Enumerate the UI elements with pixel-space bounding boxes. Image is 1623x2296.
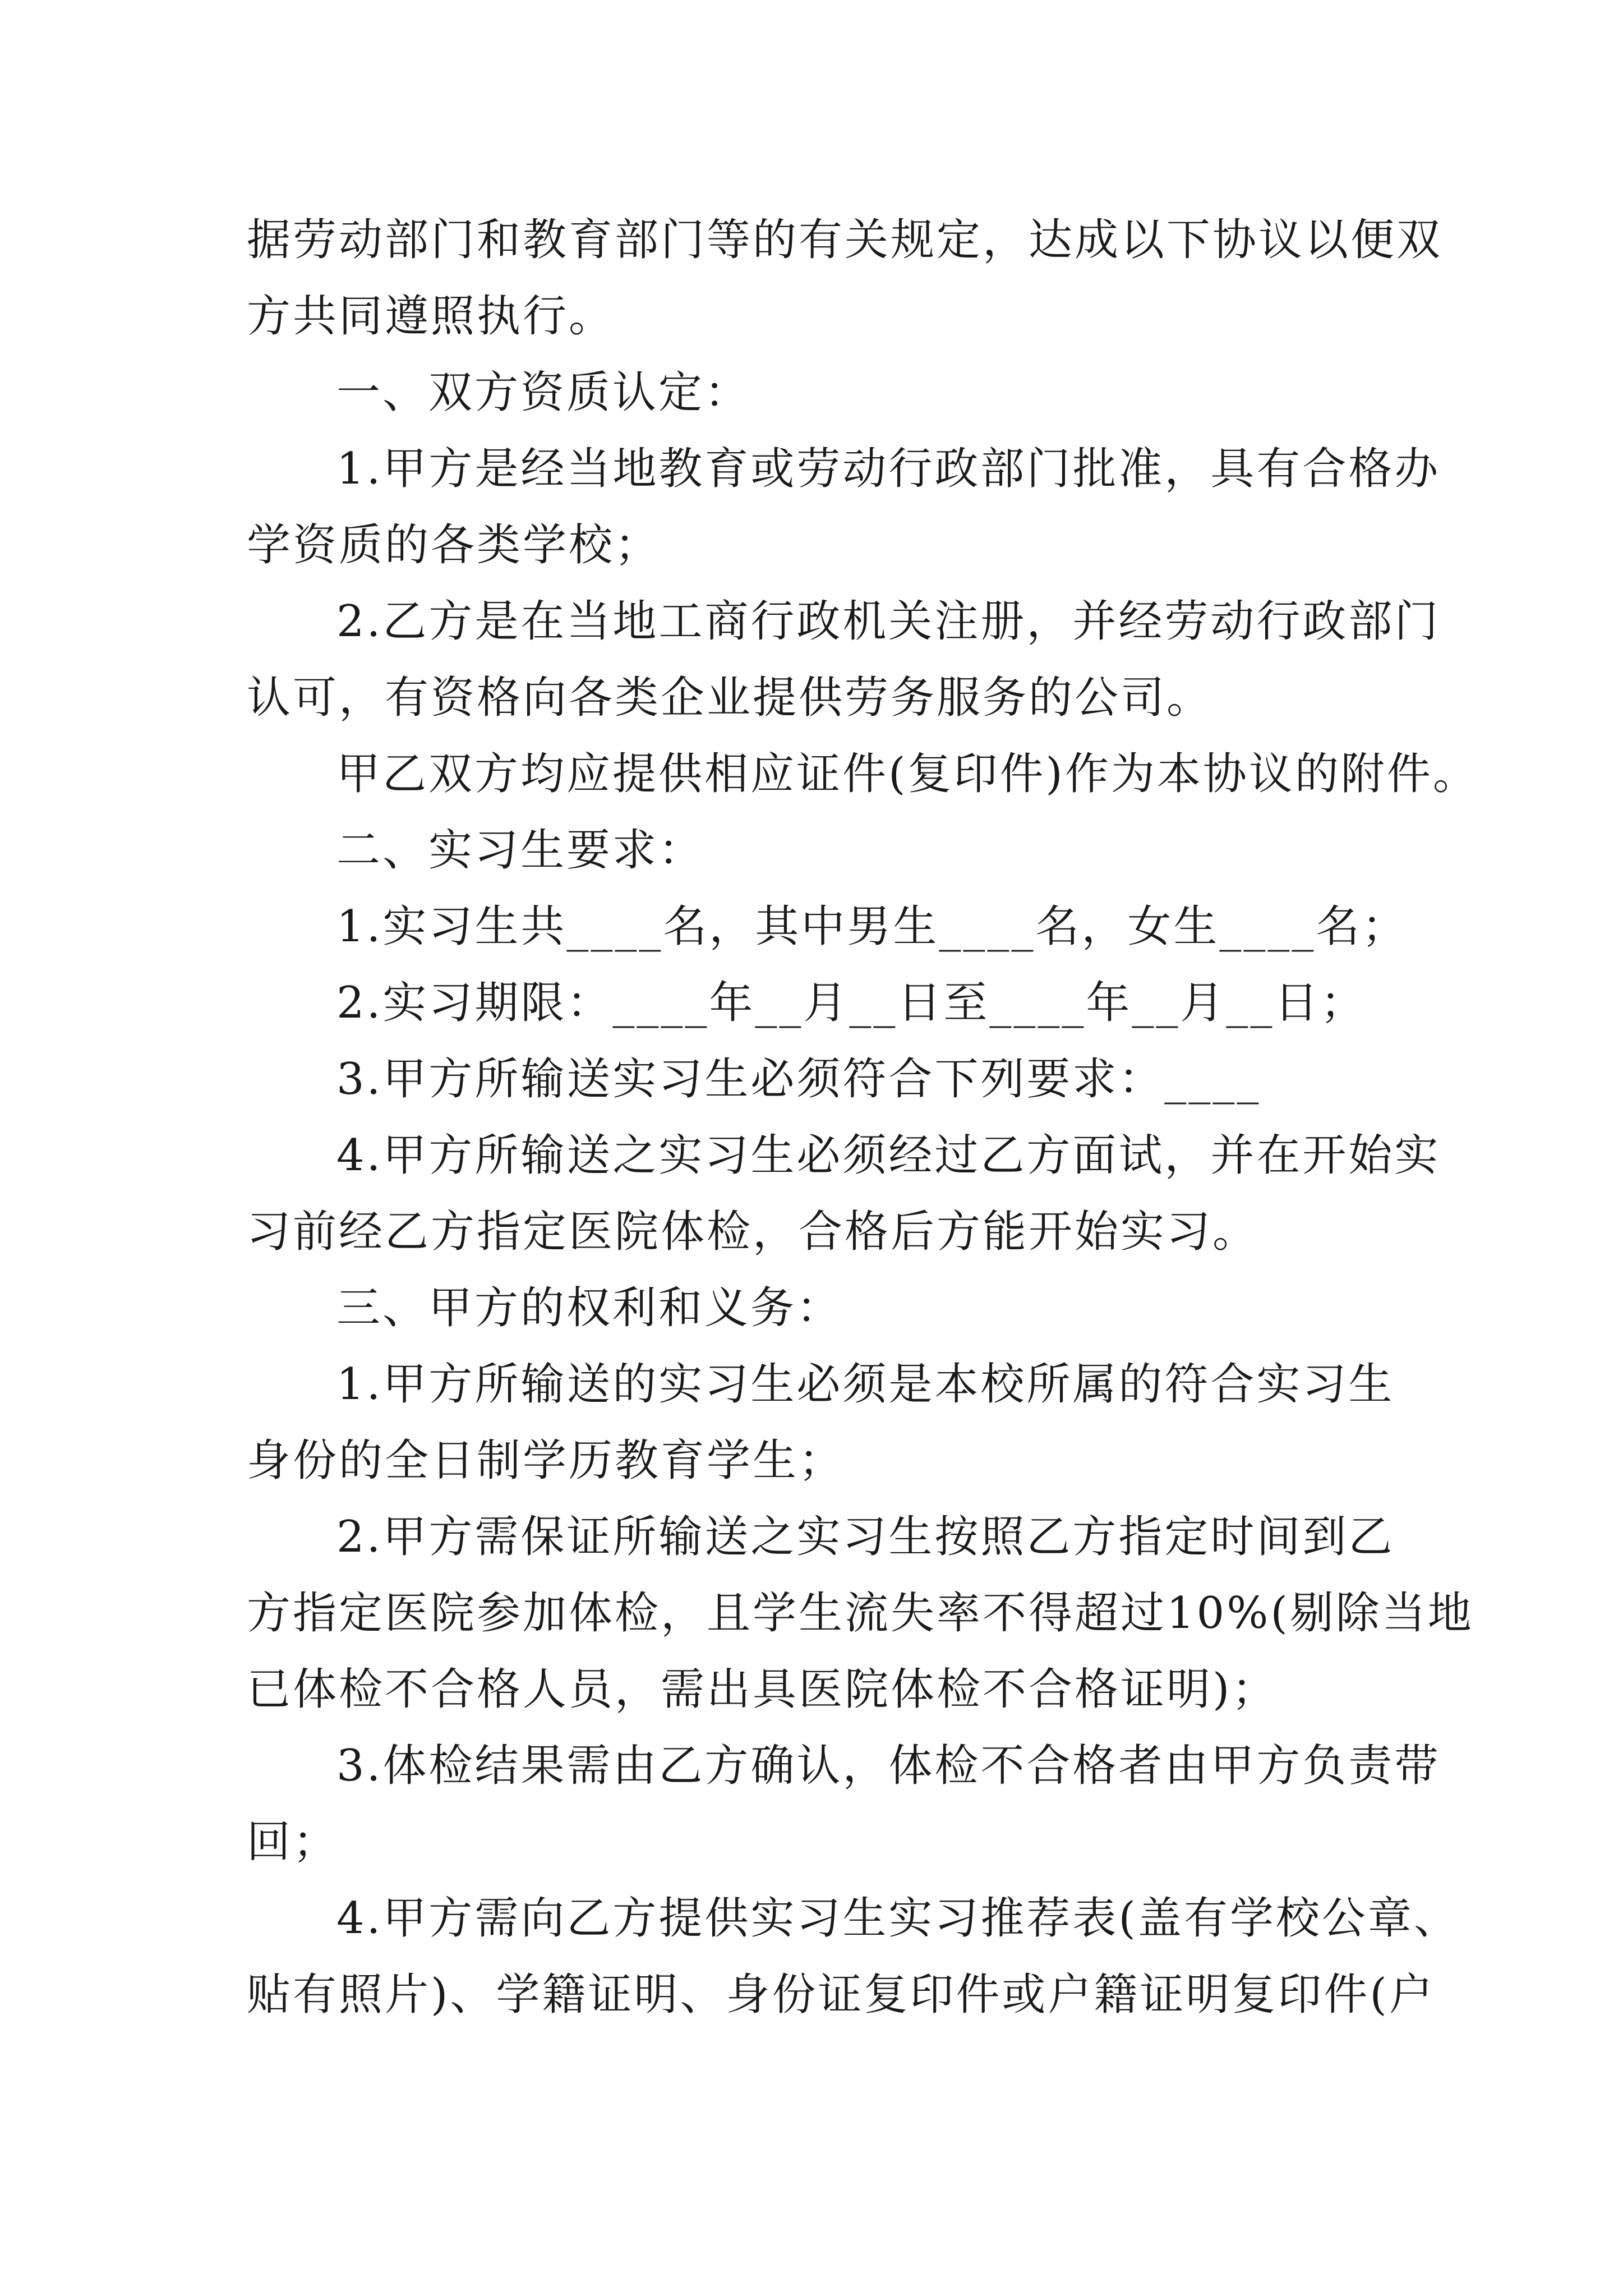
text-line: 贴有照片)、学籍证明、身份证复印件或户籍证明复印件(户: [247, 1970, 1435, 2020]
text-line: 1.甲方是经当地教育或劳动行政部门批准，具有合格办: [336, 444, 1441, 494]
text-line: 已体检不合格人员，需出具医院体检不合格证明)；: [247, 1664, 1278, 1715]
text-line: 1.实习生共____名，其中男生____名，女生____名；: [336, 901, 1408, 952]
text-line: 回；: [247, 1817, 339, 1867]
text-line: 2.实习期限：____年__月__日至____年__月__日；: [336, 978, 1367, 1028]
section-heading: 二、实习生要求：: [336, 825, 705, 876]
text-line: 方共同遵照执行。: [247, 291, 615, 342]
text-line: 2.甲方需保证所输送之实习生按照乙方指定时间到乙: [336, 1512, 1395, 1562]
document-body: [247, 202, 1479, 2033]
text-line: 学资质的各类学校；: [247, 520, 661, 570]
section-heading: 一、双方资质认定：: [336, 367, 751, 418]
text-line: 4.甲方需向乙方提供实习生实习推荐表(盖有学校公章、: [336, 1893, 1460, 1944]
text-line: 习前经乙方指定医院体检，合格后方能开始实习。: [247, 1207, 1259, 1257]
text-line: 4.甲方所输送之实习生必须经过乙方面试，并在开始实: [336, 1130, 1441, 1181]
text-line: 3.甲方所输送实习生必须符合下列要求：____: [336, 1054, 1261, 1105]
text-line: 身份的全日制学历教育学生；: [247, 1435, 845, 1486]
text-line: 1.甲方所输送的实习生必须是本校所属的符合实习生: [336, 1359, 1395, 1410]
text-line: 方指定医院参加体检，且学生流失率不得超过10%(剔除当地: [247, 1588, 1474, 1639]
text-line: 据劳动部门和教育部门等的有关规定，达成以下协议以便双: [247, 215, 1443, 265]
text-line: 甲乙双方均应提供相应证件(复印件)作为本协议的附件。: [336, 749, 1479, 799]
section-heading: 三、甲方的权利和义务：: [336, 1283, 843, 1333]
text-line: 2.乙方是在当地工商行政机关注册，并经劳动行政部门: [336, 596, 1441, 647]
text-line: 认可，有资格向各类企业提供劳务服务的公司。: [247, 673, 1213, 723]
text-line: 3.体检结果需由乙方确认，体检不合格者由甲方负责带: [336, 1741, 1441, 1791]
